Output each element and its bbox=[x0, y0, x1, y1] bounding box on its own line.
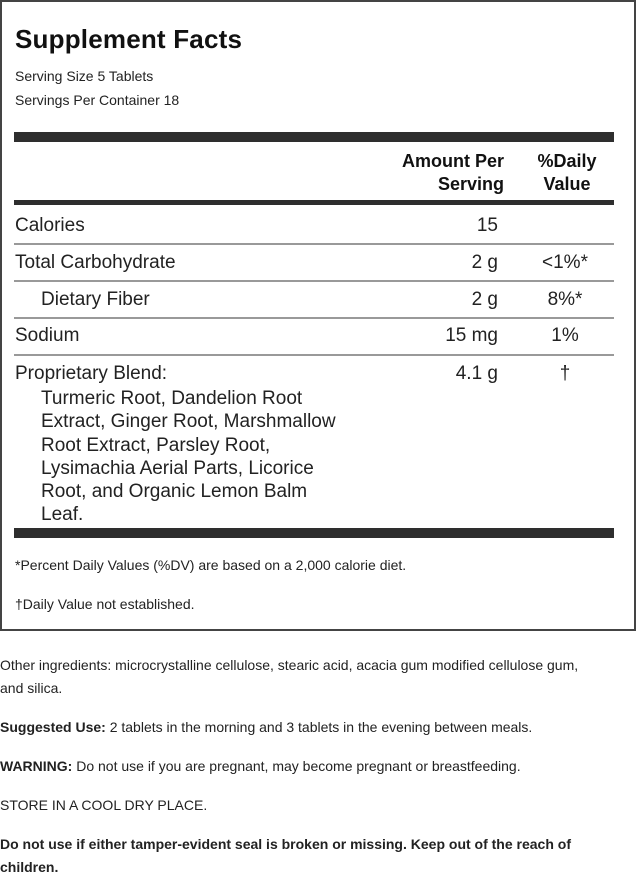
amount-per-serving-header: Amount Per Serving bbox=[401, 151, 504, 194]
warning-text: Do not use if you are pregnant, may become pregnant or breastfeeding. bbox=[72, 758, 521, 774]
nutrient-label-calories: Calories bbox=[15, 215, 85, 236]
suggested-use-label: Suggested Use: bbox=[0, 719, 106, 735]
proprietary-blend-ingredients: Turmeric Root, Dandelion Root Extract, Ginger Root, Marshmallow Root Extract, Parsley Root, Lysimachia Aerial Parts, Licorice Root, and Organic Lemon Balm Leaf. bbox=[41, 388, 336, 526]
nutrient-amount-sodium: 15 mg bbox=[445, 325, 498, 346]
suggested-use-text: 2 tablets in the morning and 3 tablets in the evening between meals. bbox=[105, 719, 533, 735]
thick-divider-bottom bbox=[14, 528, 614, 538]
nutrient-dv-dietary-fiber: 8%* bbox=[547, 289, 583, 310]
footnote-dagger: †Daily Value not established. bbox=[15, 596, 195, 612]
nutrient-label-sodium: Sodium bbox=[15, 325, 80, 346]
nutrient-dv-proprietary-blend: † bbox=[559, 363, 571, 384]
storage-instructions: STORE IN A COOL DRY PLACE. bbox=[0, 797, 208, 813]
nutrient-dv-sodium: 1% bbox=[551, 325, 579, 346]
row-divider bbox=[14, 243, 614, 245]
footnote-daily-value: *Percent Daily Values (%DV) are based on a 2,000 calorie diet. bbox=[15, 557, 407, 573]
warning-label: WARNING: bbox=[0, 758, 73, 774]
thick-divider-top bbox=[14, 132, 614, 142]
row-divider bbox=[14, 354, 614, 356]
nutrient-label-proprietary-blend: Proprietary Blend: bbox=[15, 363, 168, 384]
nutrient-amount-dietary-fiber: 2 g bbox=[471, 289, 498, 310]
row-divider bbox=[14, 280, 614, 282]
nutrient-amount-proprietary-blend: 4.1 g bbox=[455, 363, 498, 384]
thick-divider-header bbox=[14, 200, 614, 205]
servings-per-container: Servings Per Container 18 bbox=[15, 92, 180, 108]
nutrient-amount-calories: 15 bbox=[476, 215, 498, 236]
other-ingredients: Other ingredients: microcrystalline cellulose, stearic acid, acacia gum modified cellulose gum, and silica. bbox=[0, 657, 579, 696]
serving-size: Serving Size 5 Tablets bbox=[15, 68, 154, 84]
warning bbox=[0, 755, 636, 778]
row-divider bbox=[14, 317, 614, 319]
nutrient-dv-total-carbohydrate: <1%* bbox=[542, 252, 588, 273]
daily-value-header: %Daily Value bbox=[537, 151, 597, 194]
suggested-use bbox=[0, 716, 636, 739]
nutrient-label-dietary-fiber: Dietary Fiber bbox=[41, 289, 150, 310]
nutrient-amount-total-carbohydrate: 2 g bbox=[471, 252, 498, 273]
nutrient-label-total-carbohydrate: Total Carbohydrate bbox=[15, 252, 176, 273]
tamper-warning: Do not use if either tamper-evident seal is broken or missing. Keep out of the reach of children. bbox=[0, 836, 571, 875]
panel-title: Supplement Facts bbox=[15, 24, 243, 54]
